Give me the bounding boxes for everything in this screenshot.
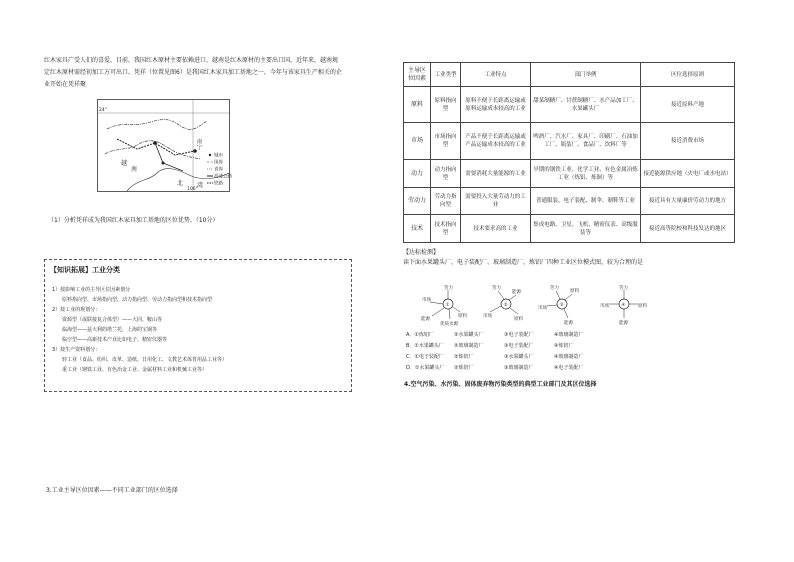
section-3-heading: 3.工业主导区位因素——不同工业部门的区位选择 bbox=[46, 487, 178, 494]
diagram-3-num: ③ bbox=[559, 303, 564, 308]
knowledge-line-1: 1）按影响工业的主导区位因素划分 bbox=[52, 287, 131, 293]
table-cell: 普通服装、电子装配、制伞、制鞋等工业 bbox=[531, 188, 641, 215]
diagram-4 bbox=[600, 284, 648, 328]
table-cell: 技术 bbox=[404, 215, 431, 243]
option-d-part: ③玻璃制造厂 bbox=[504, 365, 534, 371]
map-lat-label: 24° bbox=[99, 108, 107, 113]
table-cell: 原料指向型 bbox=[431, 87, 461, 123]
diagram-1-market: 市场 bbox=[422, 298, 431, 303]
option-c-part: ④玻璃制造厂 bbox=[554, 354, 584, 360]
table-cell: 接近消费市场 bbox=[641, 123, 735, 160]
table-cell: 技术指向型 bbox=[431, 215, 461, 243]
knowledge-line-2: 原料指向型、市场指向型、动力指向型、劳动力指向型和技术指向型 bbox=[62, 297, 213, 303]
diagram-1-water: 优质水源 bbox=[440, 322, 458, 327]
diagram-2-num: ② bbox=[503, 303, 508, 308]
option-b-part: B．①水果罐头厂 bbox=[406, 343, 444, 349]
option-a[interactable] bbox=[406, 332, 584, 339]
diagram-4-market: 市场 bbox=[600, 304, 609, 309]
table-header: 主导区位因素 bbox=[404, 63, 431, 87]
option-a-part: A．①炼铝厂 bbox=[406, 332, 434, 338]
table-cell: 早期的钢铁工业、化学工业、有色金属冶炼工业（炼铝、炼铜）等 bbox=[531, 160, 641, 188]
table-header: 部门举例 bbox=[531, 63, 641, 87]
diagram-4-material: 原料 bbox=[638, 304, 647, 309]
map-place-nan: 南 bbox=[131, 166, 138, 173]
map-place-ning: 宁 bbox=[197, 145, 203, 151]
diagram-3-labor: 劳力 bbox=[550, 286, 559, 291]
legend-highway: 高速公路 bbox=[214, 174, 232, 180]
table-header: 工业类型 bbox=[431, 63, 461, 87]
table-cell: 甜菜制糖厂、甘蔗制糖厂、水产品加工厂、水果罐头厂 bbox=[531, 87, 641, 123]
intro-line-3: 业开始在凭祥聚 bbox=[44, 81, 87, 88]
option-c-part: ②炼铝厂 bbox=[454, 354, 474, 360]
table-cell: 需要投入大量劳动力的工业 bbox=[461, 188, 531, 215]
knowledge-line-7: 3）按生产资料划分： bbox=[52, 347, 101, 353]
exercise-title: 【达标检测】 bbox=[403, 249, 440, 256]
option-c-part: ③水果罐头厂 bbox=[504, 354, 534, 360]
question-1: （1）分析凭祥成为我国红木家具加工基地的区位优势。（10分） bbox=[48, 217, 219, 224]
table-cell: 原料 bbox=[404, 87, 431, 123]
map-place-nan2: 南 bbox=[197, 139, 203, 145]
legend-railway: 铁路 bbox=[214, 181, 223, 187]
table-row bbox=[404, 123, 735, 160]
option-a-part: ④玻璃制造厂 bbox=[554, 332, 584, 338]
knowledge-line-6: 临空型——高新技术产业比如电子、精密仪器等 bbox=[62, 337, 168, 343]
option-d-part: ④电子装配厂 bbox=[554, 365, 584, 371]
table-cell: 接近能源供应地（火电厂或水电站） bbox=[641, 160, 735, 188]
option-d-part: D．①水果罐头厂 bbox=[406, 365, 445, 371]
diagram-1 bbox=[420, 284, 472, 328]
legend-border: 国界 bbox=[214, 160, 223, 166]
map-place-bei: 北 bbox=[177, 180, 184, 187]
table-cell: 产品不便于长距离运输或产品运输成本较高的工业 bbox=[461, 123, 531, 160]
table-header: 区位选择原则 bbox=[641, 63, 735, 87]
intro-line-2: 定红木原材需经初加工方可出口。凭祥（位置见图6）是我国红木家具加工基地之一，今年与该家具生产相关的企 bbox=[44, 69, 342, 76]
diagram-4-labor: 劳力 bbox=[619, 286, 628, 291]
table-cell: 劳动力指向型 bbox=[431, 188, 461, 215]
diagram-2-material: 原料 bbox=[514, 317, 523, 322]
table-row bbox=[404, 160, 735, 188]
diagram-1-energy: 能源 bbox=[421, 317, 430, 322]
table-cell: 原料不便于长距离运输或原料运输成本较高的工业 bbox=[461, 87, 531, 123]
table-cell: 动力指向型 bbox=[431, 160, 461, 188]
table-cell: 接近具有大量廉价劳动力的地方 bbox=[641, 188, 735, 215]
intro-line-1: 红木家具广受人们的喜爱，目前，我国红木原材主要依赖进口，越南是红木原材的主要出口国，近年来，越南规 bbox=[44, 57, 339, 64]
diagram-3 bbox=[538, 284, 586, 328]
option-b-part: ③电子装配厂 bbox=[504, 343, 534, 349]
option-c-part: C．①电子装配厂 bbox=[406, 354, 444, 360]
table-cell: 技术要求高的工业 bbox=[461, 215, 531, 243]
table-row bbox=[404, 87, 735, 123]
diagram-3-market: 市场 bbox=[538, 306, 547, 311]
industry-location-table bbox=[403, 62, 735, 243]
map-place-wan: 湾 bbox=[197, 182, 204, 189]
table-row bbox=[404, 188, 735, 215]
diagram-2-labor: 劳力 bbox=[492, 286, 501, 291]
diagram-2 bbox=[482, 284, 530, 328]
diagram-1-material: 原料 bbox=[458, 314, 467, 319]
table-header: 工业特点 bbox=[461, 63, 531, 87]
option-b-part: ④炼铝厂 bbox=[554, 343, 574, 349]
diagram-1-num: ① bbox=[445, 303, 450, 308]
option-c[interactable] bbox=[406, 354, 584, 361]
option-d[interactable] bbox=[406, 365, 584, 372]
map-place-yue: 越 bbox=[121, 160, 128, 167]
diagram-4-num: ④ bbox=[621, 303, 626, 308]
diagram-3-material: 原料 bbox=[570, 289, 579, 294]
knowledge-tag: 【知识拓展】工业分类 bbox=[50, 266, 120, 274]
option-a-part: ③电子装配厂 bbox=[504, 332, 534, 338]
knowledge-line-3: 2）按工业的规划分： bbox=[52, 307, 101, 313]
knowledge-line-9: 重工业（钢铁工业、有色冶金工业、金属材料工业和机械工业等） bbox=[62, 367, 208, 373]
diagram-3-energy: 能源 bbox=[564, 321, 573, 326]
table-cell: 市场指向型 bbox=[431, 123, 461, 160]
option-a-part: ②水果罐头厂 bbox=[454, 332, 484, 338]
diagram-2-market: 市场 bbox=[483, 314, 492, 319]
table-cell: 需要消耗大量能源的工业 bbox=[461, 160, 531, 188]
table-cell: 啤酒厂、汽水厂、家具厂、印刷厂、石油加工厂、瓶装厂、食品厂、饮料厂等 bbox=[531, 123, 641, 160]
exercise-question: 读下面水果罐头厂、电子装配厂、玻璃制造厂、炼铝厂四种工业区位模式图，较为合理的是 bbox=[403, 259, 644, 266]
diagram-1-labor: 劳力 bbox=[444, 286, 453, 291]
pingxiang-location-map bbox=[97, 99, 230, 192]
knowledge-line-4: 资源型（或联接复合体型）——大同、鞍山等 bbox=[62, 317, 163, 323]
table-cell: 接近原料产地 bbox=[641, 87, 735, 123]
map-lon-label: 106° bbox=[187, 187, 198, 192]
knowledge-line-8: 轻工业（食品、纺织、皮革、造纸、日用化工、文教艺术体育用品工业等） bbox=[62, 357, 228, 363]
knowledge-line-5: 临海型——兹大利的塔兰托，上海的宝钢等 bbox=[62, 327, 158, 333]
table-row bbox=[404, 215, 735, 243]
table-cell: 市场 bbox=[404, 123, 431, 160]
table-cell: 动力 bbox=[404, 160, 431, 188]
option-b[interactable] bbox=[406, 343, 574, 350]
option-d-part: ②炼铝厂 bbox=[454, 365, 474, 371]
table-cell: 接近高等院校和科技发达的地区 bbox=[641, 215, 735, 243]
table-cell: 劳动力 bbox=[404, 188, 431, 215]
table-cell: 集成电路、卫星、飞机、精密仪表、高级服装等 bbox=[531, 215, 641, 243]
legend-city: 城市 bbox=[214, 153, 223, 159]
option-b-part: ②玻璃制造厂 bbox=[454, 343, 484, 349]
legend-province: 省界 bbox=[214, 167, 223, 173]
section-4-heading: 4.空气污染、水污染、固体废弃物污染类型的典型工业部门及其区位选择 bbox=[404, 381, 597, 388]
diagram-2-energy: 能源 bbox=[512, 290, 521, 295]
diagram-4-energy: 能源 bbox=[619, 321, 628, 326]
table-header-row bbox=[404, 63, 735, 87]
